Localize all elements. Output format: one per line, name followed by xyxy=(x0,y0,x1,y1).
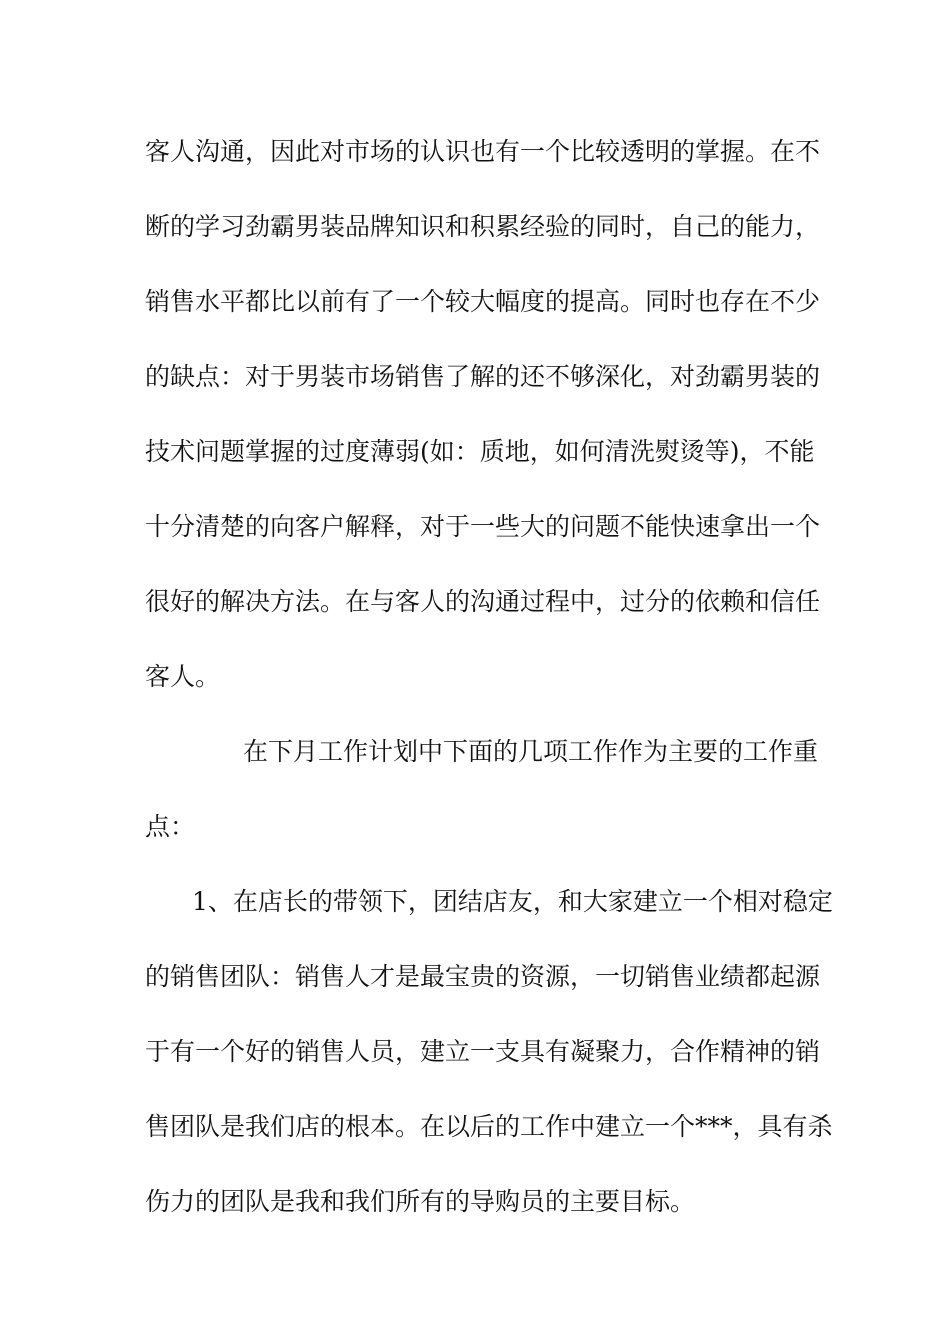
paragraph-1-line-6: 十分清楚的向客户解释，对于一些大的问题不能快速拿出一个 xyxy=(145,512,821,541)
paragraph-1-line-4: 的缺点：对于男装市场销售了解的还不够深化，对劲霸男装的 xyxy=(145,362,821,391)
paragraph-1-line-8: 客人。 xyxy=(145,662,221,691)
paragraph-3-line-3: 于有一个好的销售人员，建立一支具有凝聚力，合作精神的销 xyxy=(145,1037,821,1066)
paragraph-2-line-1: 在下月工作计划中下面的几项工作作为主要的工作重 xyxy=(243,737,819,766)
paragraph-1-line-3: 销售水平都比以前有了一个较大幅度的提高。同时也存在不少 xyxy=(145,287,821,316)
paragraph-2-line-2: 点： xyxy=(145,812,196,841)
paragraph-1-line-7: 很好的解决方法。在与客人的沟通过程中，过分的依赖和信任 xyxy=(145,587,821,616)
paragraph-1-line-5: 技术问题掌握的过度薄弱(如：质地，如何清洗熨烫等)，不能 xyxy=(145,437,815,466)
paragraph-3-line-1: 1、在店长的带领下，团结店友，和大家建立一个相对稳定 xyxy=(192,887,833,916)
paragraph-3-line-2: 的销售团队：销售人才是最宝贵的资源，一切销售业绩都起源 xyxy=(145,962,821,991)
paragraph-3-line-4: 售团队是我们店的根本。在以后的工作中建立一个***，具有杀 xyxy=(145,1112,833,1141)
paragraph-1-line-2: 断的学习劲霸男装品牌知识和积累经验的同时，自己的能力， xyxy=(145,212,821,241)
paragraph-3-line-5: 伤力的团队是我和我们所有的导购员的主要目标。 xyxy=(145,1187,696,1216)
paragraph-1-line-1: 客人沟通，因此对市场的认识也有一个比较透明的掌握。在不 xyxy=(145,137,821,166)
